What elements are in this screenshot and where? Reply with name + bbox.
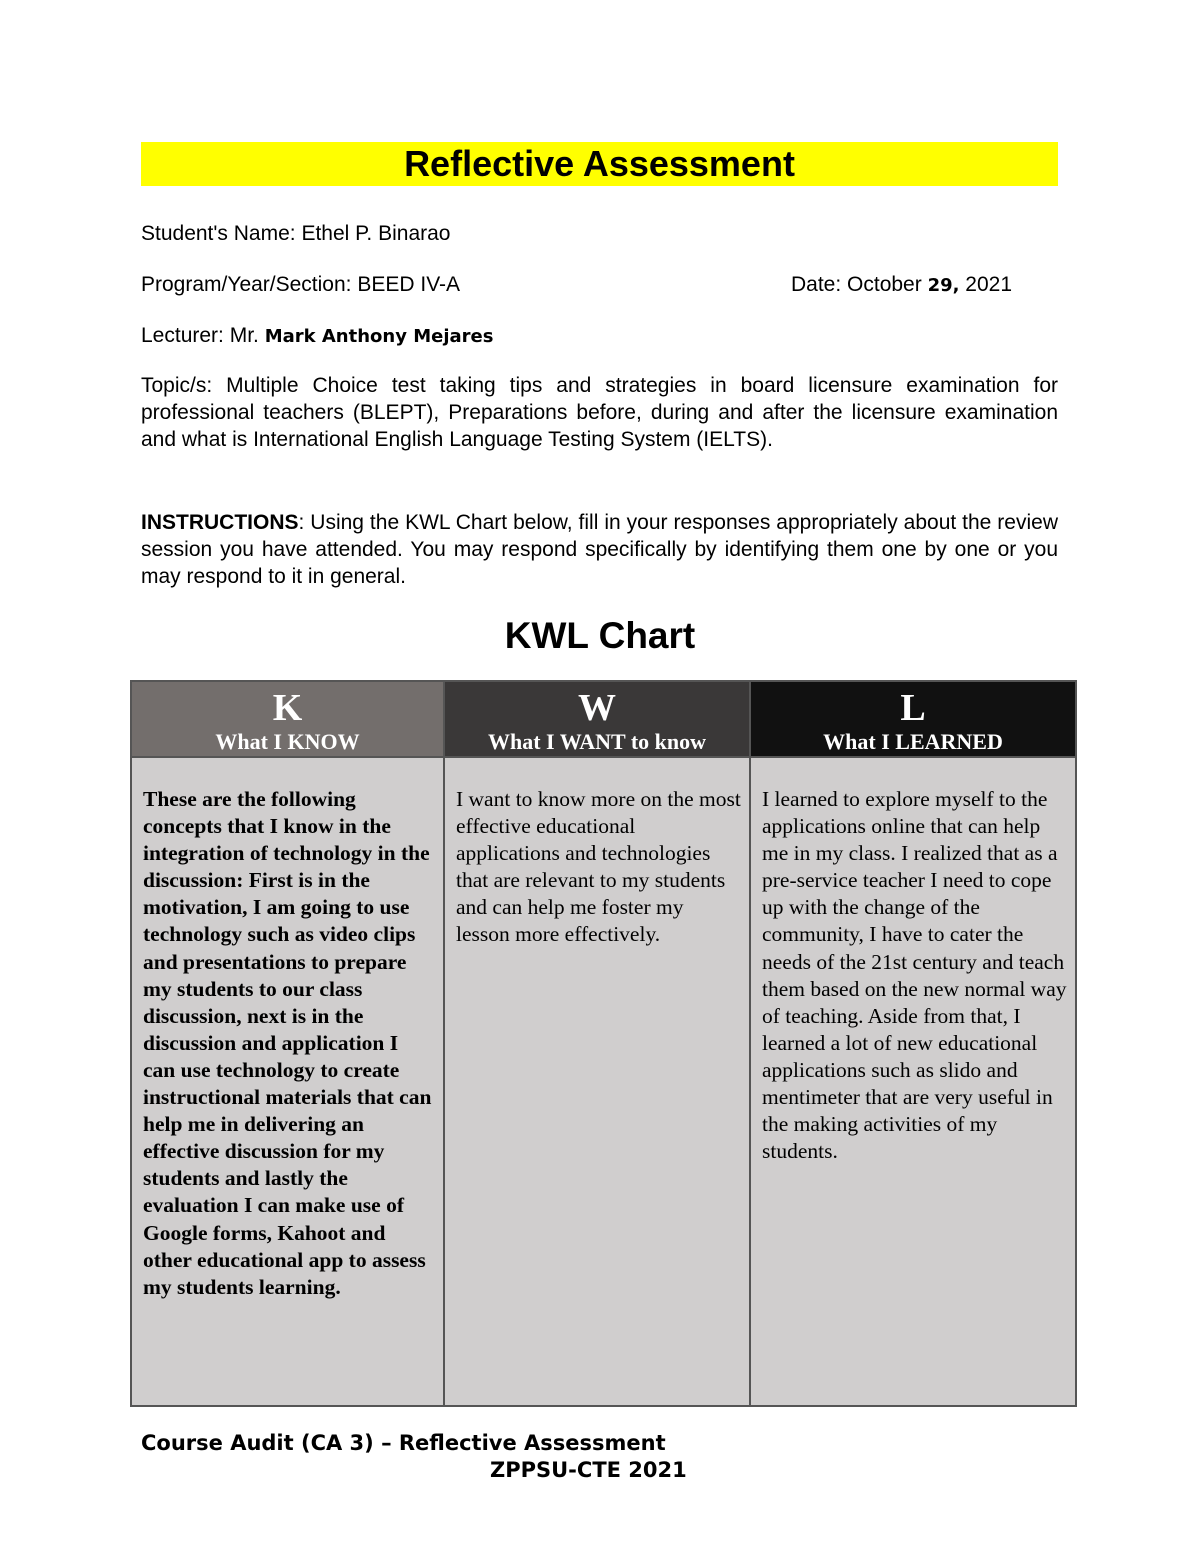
footer-institution: ZPPSU-CTE 2021 [490,1458,687,1482]
document-title: Reflective Assessment [141,142,1058,186]
l-subtitle: What I LEARNED [823,729,1003,754]
student-name-value: Ethel P. Binarao [301,222,451,245]
student-name-line [141,220,451,247]
l-header [750,681,1076,757]
program-label: Program/Year/Section: [141,273,358,296]
l-letter: L [900,687,926,729]
instructions-text: : Using the KWL Chart below, fill in your responses appropriately about the review session you have attended. You may respond specifically by identifying them one by one or you may respond to it in general. [141,511,1058,588]
instructions-label: INSTRUCTIONS [141,511,299,534]
program-line [141,271,460,298]
kwl-chart-title: KWL Chart [504,615,696,656]
student-name-label: Student's Name: [141,222,302,245]
w-header [444,681,750,757]
w-letter: W [578,687,616,729]
program-value: BEED IV-A [357,273,461,296]
k-subtitle: What I KNOW [215,729,360,754]
k-header [131,681,444,757]
footer-course-audit: Course Audit (CA 3) – Reflective Assessment [141,1431,666,1455]
kwl-content-row [131,757,1076,1406]
date-month: October [847,273,928,296]
lecturer-line [141,322,493,350]
date-line [791,271,1012,299]
date-day: 29, [927,275,960,296]
instructions-paragraph [141,509,1058,590]
l-cell: I learned to explore myself to the applications online that can help me in my class. I realized that as a pre-service teacher I need to cope up with the change of the community, I have to cater the needs of the 21st century and teach them based on the new normal way of teaching. Aside from that, I learned a lot of new educational applications such as slido and mentimeter that are very useful in the making activities of my students. [750,757,1076,1406]
topics-paragraph: Topic/s: Multiple Choice test taking tips and strategies in board licensure examination for professional teachers (BLEPT), Preparations before, during and after the licensure examination and what is International English Language Testing System (IELTS). [141,374,1058,451]
w-subtitle: What I WANT to know [487,729,707,754]
lecturer-label: Lecturer: Mr. [141,324,265,347]
date-label: Date: [791,273,848,296]
k-cell: These are the following concepts that I know in the integration of technology in the discussion: First is in the motivation, I am going to use technology such as video clips and presentations to prepare my students to our class discussion, next is in the discussion and application I can use technology to create instructional materials that can help me in delivering an effective discussion for my students and lastly the evaluation I can make use of Google forms, Kahoot and other educational app to assess my students learning. [131,757,444,1406]
k-letter: K [272,687,303,729]
w-cell: I want to know more on the most effective educational applications and technologies that are relevant to my students and can help me foster my lesson more effectively. [444,757,750,1406]
date-year: 2021 [959,273,1013,296]
kwl-table [130,680,1077,1407]
lecturer-name: Mark Anthony Mejares [264,326,494,347]
kwl-header-row [131,681,1076,757]
